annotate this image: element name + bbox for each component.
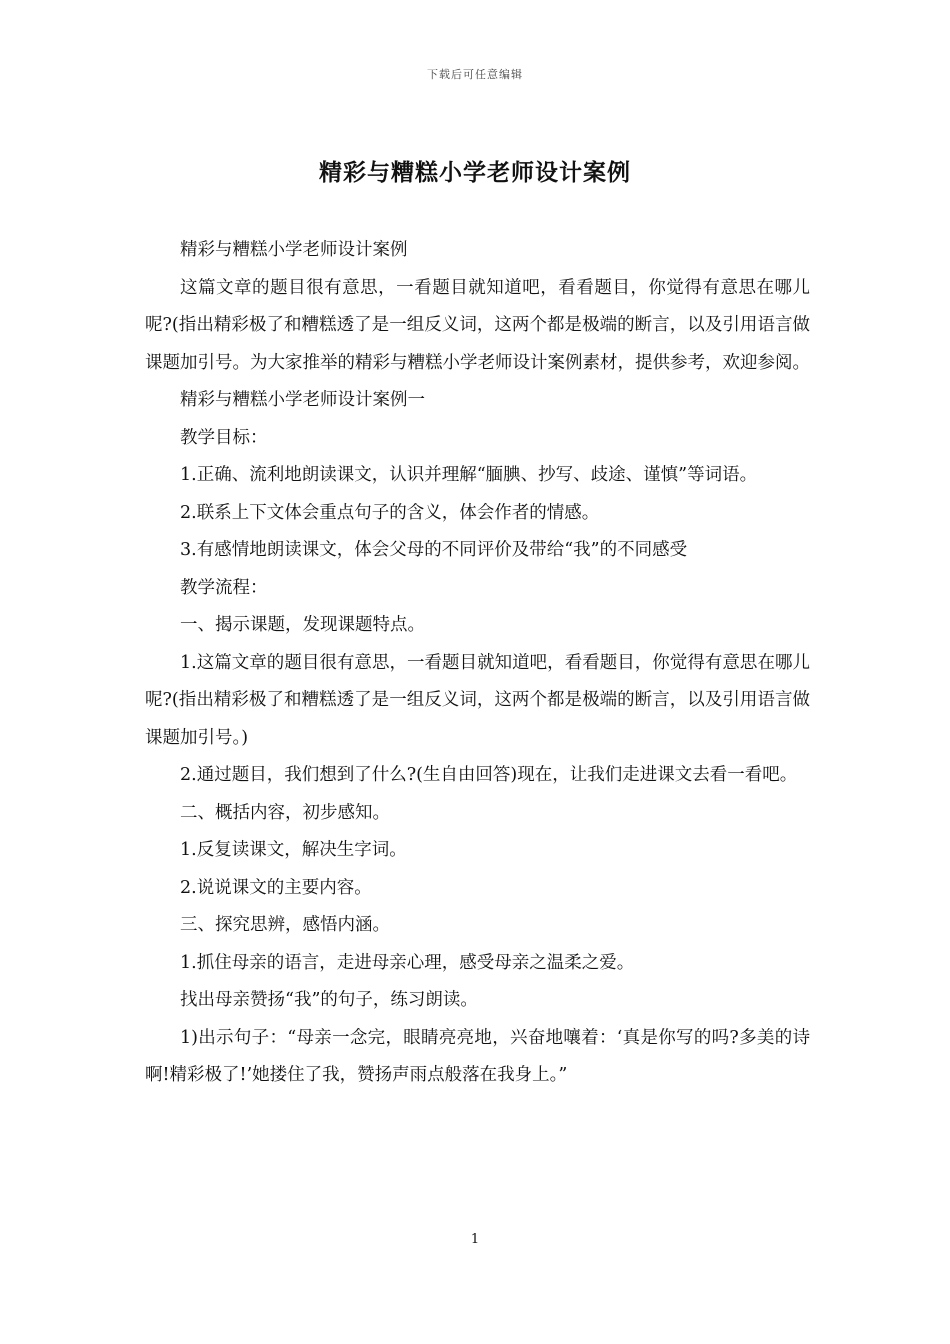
paragraph: 精彩与糟糕小学老师设计案例 — [180, 240, 408, 260]
page-number: 1 — [470, 1232, 480, 1247]
paragraph: 一、揭示课题，发现课题特点。 — [180, 615, 425, 635]
paragraph: 2.说说课文的主要内容。 — [180, 877, 372, 898]
paragraph: 精彩与糟糕小学老师设计案例一 — [180, 390, 425, 410]
document-title: 精彩与糟糕小学老师设计案例 — [319, 160, 631, 186]
paragraph: 二、概括内容，初步感知。 — [180, 802, 390, 823]
paragraph: 1.反复读课文，解决生字词。 — [180, 840, 407, 860]
header-note: 下载后可任意编辑 — [427, 68, 523, 81]
paragraph: 1.抓住母亲的语言，走进母亲心理，感受母亲之温柔之爱。 — [180, 952, 635, 973]
paragraph: 1)出示句子：“母亲一念完，眼睛亮亮地，兴奋地嚷着：‘真是你写的吗?多美的诗啊!精彩极了!’她搂住了我，赞扬声雨点般落在我身上。” — [145, 1027, 810, 1085]
paragraph: 找出母亲赞扬“我”的句子，练习朗读。 — [180, 990, 478, 1010]
paragraph: 教学流程： — [180, 577, 268, 598]
paragraph: 1.这篇文章的题目很有意思，一看题目就知道吧，看看题目，你觉得有意思在哪儿呢?(指出精彩极了和糟糕透了是一组反义词，这两个都是极端的断言，以及引用语言做课题加引号。) — [145, 652, 810, 748]
paragraph: 3.有感情地朗读课文，体会父母的不同评价及带给“我”的不同感受 — [180, 540, 688, 560]
paragraph: 三、探究思辨，感悟内涵。 — [180, 915, 390, 935]
paragraph: 2.联系上下文体会重点句子的含义，体会作者的情感。 — [180, 502, 600, 523]
paragraph: 1.正确、流利地朗读课文，认识并理解“腼腆、抄写、歧途、谨慎”等词语。 — [180, 465, 758, 485]
paragraph: 教学目标： — [180, 427, 268, 448]
document-body — [145, 232, 810, 1095]
paragraph: 这篇文章的题目很有意思，一看题目就知道吧，看看题目，你觉得有意思在哪儿呢?(指出精彩极了和糟糕透了是一组反义词，这两个都是极端的断言，以及引用语言做课题加引号。为大家推举的精彩与糟糕小学老师设计案例素材，提供参考，欢迎参阅。 — [145, 277, 810, 373]
paragraph: 2.通过题目，我们想到了什么?(生自由回答)现在，让我们走进课文去看一看吧。 — [180, 765, 798, 785]
